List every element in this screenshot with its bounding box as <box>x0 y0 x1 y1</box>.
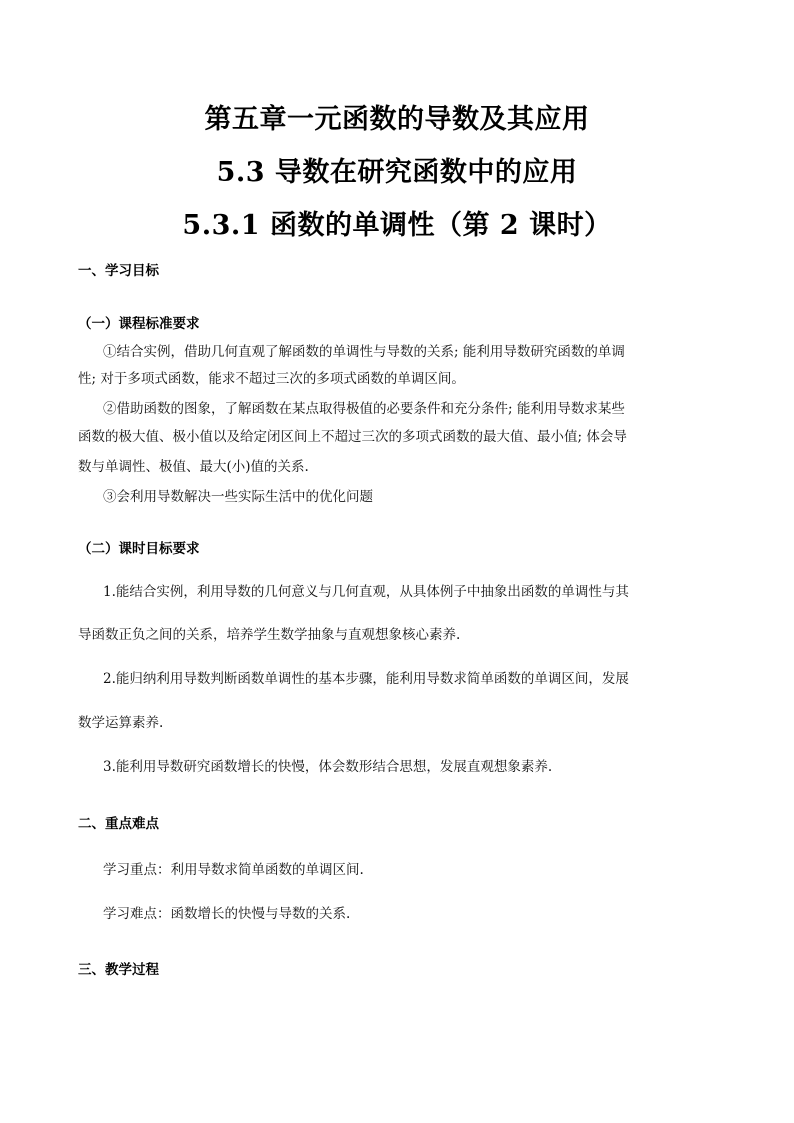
key-point-text: 学习重点：利用导数求简单函数的单调区间. <box>103 862 364 878</box>
paragraph-line: 3.能利用导数研究函数增长的快慢，体会数形结合思想，发展直观想象素养. <box>103 759 553 775</box>
heading-curriculum-standards: （一）课程标准要求 <box>78 316 200 332</box>
paragraph-line: 性; 对于多项式函数，能求不超过三次的多项式函数的单调区间。 <box>78 371 465 387</box>
paragraph-line: 2.能归纳利用导数判断函数单调性的基本步骤，能利用导数求简单函数的单调区间，发展 <box>103 671 629 687</box>
paragraph-line: ③会利用导数解决一些实际生活中的优化问题 <box>103 489 373 505</box>
paragraph-line: 导函数正负之间的关系，培养学生数学抽象与直观想象核心素养. <box>78 627 461 643</box>
paragraph-line: ②借助函数的图象，了解函数在某点取得极值的必要条件和充分条件; 能利用导数求某些 <box>103 401 625 417</box>
difficulty-text: 学习难点：函数增长的快慢与导数的关系. <box>103 906 351 922</box>
paragraph-line: 数学运算素养. <box>78 715 164 731</box>
paragraph-line: ①结合实例，借助几何直观了解函数的单调性与导数的关系; 能利用导数研究函数的单调 <box>103 344 625 360</box>
lesson-title: 5.3.1 函数的单调性（第 2 课时） <box>182 210 612 241</box>
paragraph-line: 1.能结合实例，利用导数的几何意义与几何直观，从具体例子中抽象出函数的单调性与其 <box>103 584 629 600</box>
heading-key-points: 二、重点难点 <box>78 816 159 832</box>
heading-learning-objectives: 一、学习目标 <box>78 263 159 279</box>
heading-lesson-objectives: （二）课时目标要求 <box>78 541 200 557</box>
section-title: 5.3 导数在研究函数中的应用 <box>216 157 578 188</box>
heading-teaching-process: 三、教学过程 <box>78 962 159 978</box>
paragraph-line: 数与单调性、极值、最大(小)值的关系. <box>78 459 309 475</box>
paragraph-line: 函数的极大值、极小值以及给定闭区间上不超过三次的多项式函数的最大值、最小值; 体会导 <box>78 429 627 445</box>
chapter-title: 第五章一元函数的导数及其应用 <box>204 104 590 135</box>
